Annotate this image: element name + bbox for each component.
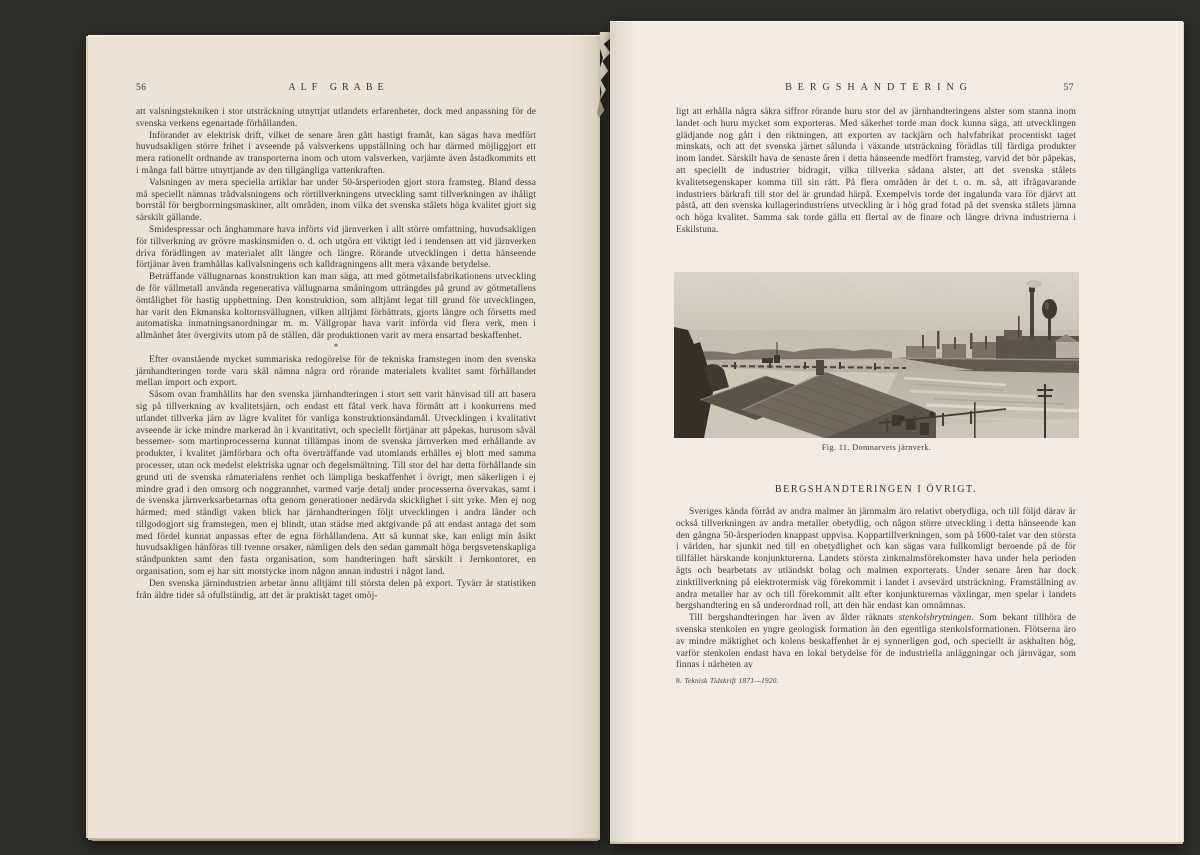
footnote-marker: 8. — [676, 676, 682, 686]
paragraph — [676, 613, 1076, 672]
paragraph: Smidespressar och ånghammare hava införts vid järnverken i allt större omfattning, huvudsakligen för tillverkning av grövre maskinsmiden o. d. och utgöra ett viktigt led i tendensen att vid järnverken driva förädlingen av materialet allt längre och längre. Rörande utvecklingen i detta hänseende förtjänar även framhållas kallvalsningens och kalldragningens allt mera växande betydelse. — [136, 224, 536, 271]
paragraph: Valsningen av mera speciella artiklar har under 50-årsperioden gjort stora framsteg. Bland dessa må speciellt nämnas trådvalsningens och rörtillverkningens utveckling samt tillverkningen av ihåligt borrstål för bergborrningsmaskiner, allt områden, inom vilka det svenska stålets höga kvalitet gjort sig särskilt gällande. — [136, 177, 536, 224]
running-head-left — [136, 82, 536, 96]
page-56 — [88, 36, 600, 838]
italic-term: stenkolsbrytningen — [898, 613, 972, 624]
figure-11 — [674, 272, 1079, 452]
left-text-column — [136, 107, 536, 602]
paragraph: Beträffande vällugnarnas konstruktion kan man säga, att med götmetallsfabrikationens utveckling de för vällmetall använda regenerativa vällugnarna småningom utträngdes på grund av götmetallens ömtålighet för hastig upphettning. Den konstruktion, som alltjämt legat till grund för utvecklingen, har varit den Ekmanska koltornsvällugnen, vilken alltjämt förbättrats, gjorts längre och försetts med automatiska inmatningsanordningar m. m. Vällgropar hava varit införda vid flera verk, men i allmänhet åter övergivits utom på de ställen, där produktionen varit av mera ensartad beskaffenhet. — [136, 272, 536, 342]
paragraph: Den svenska järnindustrien arbetar ännu alltjämt till största delen på export. Tyvärr är statistiken från äldre tider så ofullständig, att det är praktiskt taget omöj- — [136, 578, 536, 601]
paragraph: att valsningstekniken i stor utsträckning utnyttjat utlandets erfarenheter, dock med anpassning för de svenska verkens egenartade förhållanden. — [136, 107, 536, 129]
page-stack-edge — [92, 838, 598, 841]
footnote — [676, 676, 1076, 686]
running-head-right — [676, 82, 1076, 96]
industrial-riverscape-illustration — [674, 272, 1079, 438]
asterisk-divider: * — [333, 342, 339, 353]
right-lower-column — [676, 507, 1076, 686]
running-header-left: ALF GRABE — [288, 82, 389, 93]
page-57 — [610, 22, 1183, 842]
figure-caption: Fig. 11. Domnarvets järnverk. — [821, 443, 932, 452]
paragraph: Såsom ovan framhållits har den svenska järnhandteringen i stort sett varit hänvisad till att basera sig på tillverkning av kvalitetsjärn, och endast ett fåtal verk hava förmått att i konkurrens med utlandet tillverka järn av lägre kvalitet för vanliga konstruktionsändamål. Utvecklingen i kvalitativt avseende är icke mindre markerad än i kvantitativt, och speciellt förtjänar att påpekas, hurusom såväl bessemer- som martinprocesserna kunnat tillämpas inom de svenska järnverken med erhållande av produkter, i kvalitet jämförbara och ofta överträffande vad utomlands erhålles ej blott med samma processer, utan ock medelst elektriska ugnar och degelsmältning. Till stor del har detta förhållande sin grund uti de svenska råmaterialens renhet och lämpliga beskaffenhet i övrigt, men säkerligen i ej mindre grad i den omsorg och noggrannhet, varmed varje detalj under processerna övervakas, samt i de svenska järnverksarbetarnas ofta genom generationer nedärvda skicklighet i sitt yrke. Men ej nog härmed; med ständigt vaken blick har järnhandteringen följt utvecklingen i andra länder och tillgodogjort sig framstegen, men ej blindt, utan städse med aktgivande på att endast antaga det som med fördel kunnat anpassas efter de egna förhållandena. Att så kunnat ske, kan enligt min åsikt huvudsakligen hänföras till tvenne orsaker, nämligen dels den sedan gammalt höga bergsvetenskapliga ståndpunkten samt den fasta organisation, som handteringen haft särskilt i Jernkontoret, en organisation, som ej har sitt motstycke inom någon annan industri i något land. — [136, 390, 536, 578]
right-intro-column — [676, 107, 1076, 237]
page-number-left: 56 — [136, 83, 147, 93]
paragraph: Sveriges kända förråd av andra malmer än järnmalm äro relativt obetydliga, och till följd därav är också tillverkningen av andra metaller obetydlig, och någon större utveckling i detta hänseende kan den gångna 50-årsperioden knappast uppvisa. Koppartillverkningen, som på 1600-talet var den största i världen, har sjunkit ned till en obetydlighet och kan sägas vara fullkomligt beroende på de för tillfället härskande konjunkturerna. Landets största zinkmalmsförekomster hava under hela perioden ägts och bearbetats av utländskt bolag och malmen exporterats. Under senare åren har dock zinktillverkning på elektrotermisk väg förekommit i landet i avsevärd utsträckning. Framställning av andra metaller har av och till förekommit allt efter konjunkturernas växlingar, men spelar i landets bergshandtering en så underordnad roll, att den här endast kan omnämnas. — [676, 507, 1076, 612]
running-header-right: BERGSHANDTERING — [785, 82, 973, 93]
paragraph: ligt att erhålla några säkra siffror rörande huru stor del av järnhandteringens alster som stanna inom landet och huru mycket som exporteras. Med säkerhet torde man dock kunna säga, att utvecklingen glädjande nog gått i den riktningen, att exporten av tackjärn och halvfabrikat procentiskt taget minskats, och att det svenska järnet sålunda i växande utsträckning förädlas till färdiga produkter inom landet. Särskilt hava de senaste åren i detta hänseende medfört framsteg, varvid det bör påpekas, att speciellt de industrier bidragit, vilka tillverka sådana alster, att det svenska stålets kvalitetsegenskaper komma till sin rätt. På flera områden är det t. o. m. så, att ifrågavarande industriers bärkraft till stor del är grundad härpå. Exempelvis torde det ingalunda vara för djärvt att påstå, att den svenska kullagerindustriens utveckling är i hög grad fotad på det svenska stålets jämna och höga kvalitet. Samma sak torde gälla ett flertal av de finare och längre drivna industrierna i Eskilstuna. — [676, 107, 1076, 235]
paragraph-text: Till bergshandteringen har även av ålder räknats — [689, 613, 899, 624]
footnote-text: Teknisk Tidskrift 1871—1920. — [684, 676, 779, 686]
paragraph: Införandet av elektrisk drift, vilket de senare åren gått hastigt framåt, kan sägas hava medfört huvudsakligen större frihet i avseende på valsverkens uppställning och har därmed möjliggjort ett mera rationellt ordnande av transporterna inom och utom valsverken, varjämte även åstadkommits ett i många fall bättre utnyttjande av den tillgängliga vattenkraften. — [136, 130, 536, 176]
page-number-right: 57 — [1063, 83, 1074, 93]
paragraph-text: . Som bekant tillhöra de svenska stenkolen en yngre geologisk formation än den egentliga stenkolsformationen. Flötserna äro av mindre mäktighet och kolens beskaffenhet är ej synnerligen god, och speciellt är askhalten hög, varför stenkolen endast hava en lokal betydelse för de industriella anläggningar och järnvägar, som finnas i närheten av — [676, 613, 1077, 671]
paragraph: Efter ovanstående mycket summariska redogörelse för de tekniska framstegen inom den svenska järnhandteringen torde vara skäl nämna några ord rörande materialets kvalitet samt förhållandet mellan import och export. — [136, 354, 536, 389]
section-heading: BERGSHANDTERINGEN I ÖVRIGT. — [774, 484, 978, 495]
figure-photo — [674, 272, 1079, 438]
